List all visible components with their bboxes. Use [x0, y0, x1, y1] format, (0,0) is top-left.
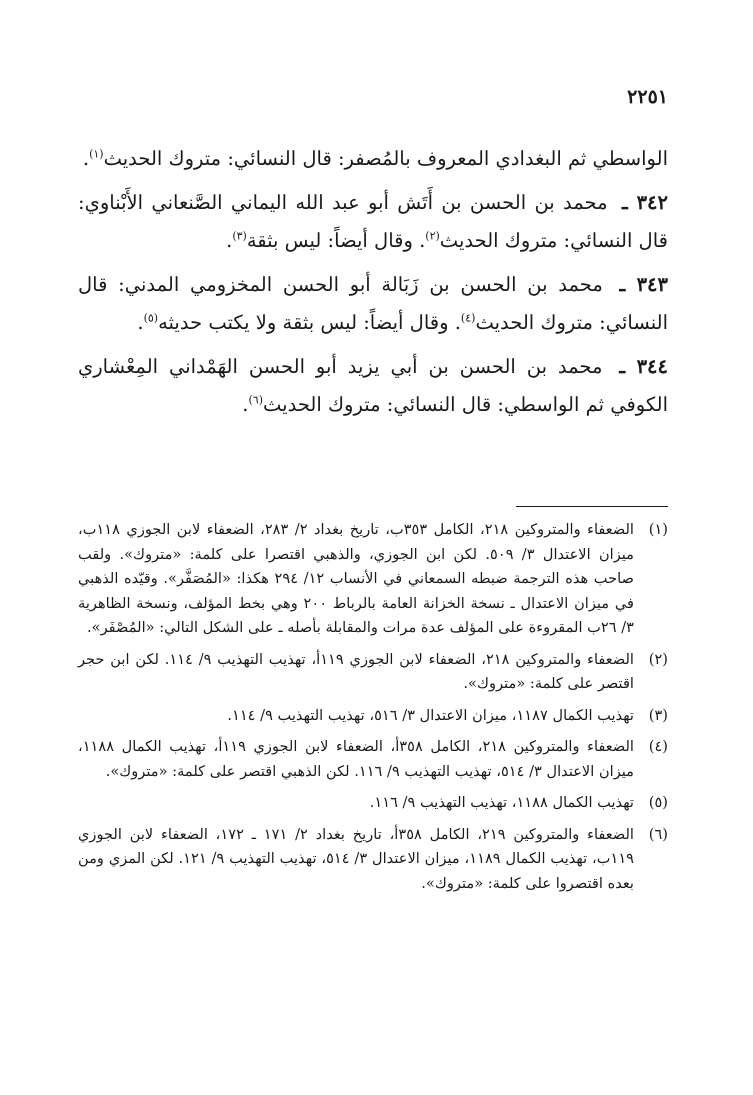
- entry-text: . وقال أيضاً: ليس بثقة: [246, 229, 426, 252]
- intro-line1: الواسطي ثم البغدادي المعروف بالمُصفر: قال النسائي: متروك: [168, 147, 668, 170]
- footnote-ref: (٤): [460, 311, 476, 325]
- footnote-text: الضعفاء والمتروكين ٢١٩، الكامل ٣٥٨أ، تاريخ بغداد ٢/ ١٧١ ـ ١٧٢، الضعفاء لابن الجوزي ١١٩ب، تهذيب الكمال ١١٨٩، ميزان الاعتدال ٣/ ٥١٤، تهذيب التهذيب ٩/ ١٢١. لكن المزي ومن بعده اقتصروا على كلمة: «متروك».: [78, 825, 635, 892]
- intro-tail: .: [82, 147, 90, 170]
- main-text: [78, 140, 668, 430]
- footnote-text: الضعفاء والمتروكين ٢١٨، الكامل ٣٥٣ب، تاريخ بغداد ٢/ ٢٨٣، الضعفاء لابن الجوزي ١١٨ب، ميزان الاعتدال ٣/ ٥٠٩. لكن ابن الجوزي، والذهبي اقتصرا على كلمة: «متروك». ولقب صاحب هذه الترجمة ضبطه السمعاني في الأنساب ١٢/ ٢٩٤ هكذا: «المُصَفَّر». وقيّده الذهبي في ميزان الاعتدال ـ نسخة الخزانة العامة بالرباط ٢٠٠ وهي بخط المؤلف، ونسخة الظاهرية ٣/ ٢٦ب المقروءة على المؤلف عدة مرات والمقابلة بأصله ـ على الشكل التالي: «المُصْفَر».: [78, 521, 634, 636]
- footnote-text: تهذيب الكمال ١١٨٧، ميزان الاعتدال ٣/ ٥١٦، تهذيب التهذيب ٩/ ١١٤.: [227, 706, 634, 724]
- entry-text: محمد بن الحسن بن زَبَالة أبو الحسن المخزومي المدني: قال النسائي: متروك الحديث: [78, 273, 668, 334]
- intro-line2: الحديث: [103, 147, 163, 170]
- footnote-number: (١): [648, 521, 668, 538]
- footnote-number: (٤): [648, 738, 668, 755]
- footnote-1: [78, 518, 668, 641]
- footnote-ref: (٣): [232, 229, 247, 243]
- footnote-2: [78, 648, 668, 697]
- footnote-number: (٣): [648, 706, 668, 724]
- footnote-5: [78, 791, 668, 816]
- footnote-4: [78, 735, 668, 784]
- footnote-number: (٦): [648, 825, 668, 843]
- footnote-ref: (٥): [143, 311, 159, 325]
- entry-text: .: [242, 393, 249, 416]
- entry-number: ٣٤٣ ـ: [619, 273, 668, 296]
- entry-number: ٣٤٤ ـ: [619, 355, 668, 378]
- entry-text: محمد بن الحسن بن أبي يزيد أبو الحسن الهَمْداني المِعْشاري الكوفي ثم الواسطي: قال النسائي: متروك الحديث: [78, 355, 668, 416]
- entry-344: [78, 348, 668, 424]
- entry-343: [78, 266, 668, 342]
- entry-342: [78, 184, 668, 260]
- entry-text: .: [226, 229, 233, 252]
- footnote-number: (٢): [648, 650, 668, 668]
- footnote-ref: (٦): [248, 393, 264, 407]
- entry-text: محمد بن الحسن بن أَتَش أبو عبد الله اليماني الصَّنعاني الأَبْناوي: قال النسائي: متروك الحديث: [78, 191, 668, 252]
- footnote-6: [78, 823, 668, 897]
- footnote-ref: (١): [89, 147, 104, 161]
- entry-text: .: [137, 311, 144, 334]
- footnote-divider: [516, 506, 668, 507]
- footnote-3: [78, 704, 668, 729]
- footnotes: [78, 518, 668, 903]
- footnote-ref: (٢): [425, 229, 440, 243]
- entry-number: ٣٤٢ ـ: [621, 191, 668, 214]
- page-number: ٢٢٥١: [627, 86, 668, 108]
- footnote-text: الضعفاء والمتروكين ٢١٨، الكامل ٣٥٨أ، الضعفاء لابن الجوزي ١١٩أ، تهذيب الكمال ١١٨٨، ميزان الاعتدال ٣/ ٥١٤، تهذيب التهذيب ٩/ ١١٦. لكن الذهبي اقتصر على كلمة: «متروك».: [78, 738, 634, 780]
- footnote-number: (٥): [648, 794, 668, 811]
- entry-text: . وقال أيضاً: ليس بثقة ولا يكتب حديثه: [158, 311, 461, 334]
- footnote-text: تهذيب الكمال ١١٨٨، تهذيب التهذيب ٩/ ١١٦.: [369, 794, 634, 811]
- intro-paragraph: [78, 140, 668, 178]
- footnote-text: الضعفاء والمتروكين ٢١٨، الضعفاء لابن الجوزي ١١٩أ، تهذيب التهذيب ٩/ ١١٤. لكن ابن حجر اقتصر على كلمة: «متروك».: [78, 650, 634, 692]
